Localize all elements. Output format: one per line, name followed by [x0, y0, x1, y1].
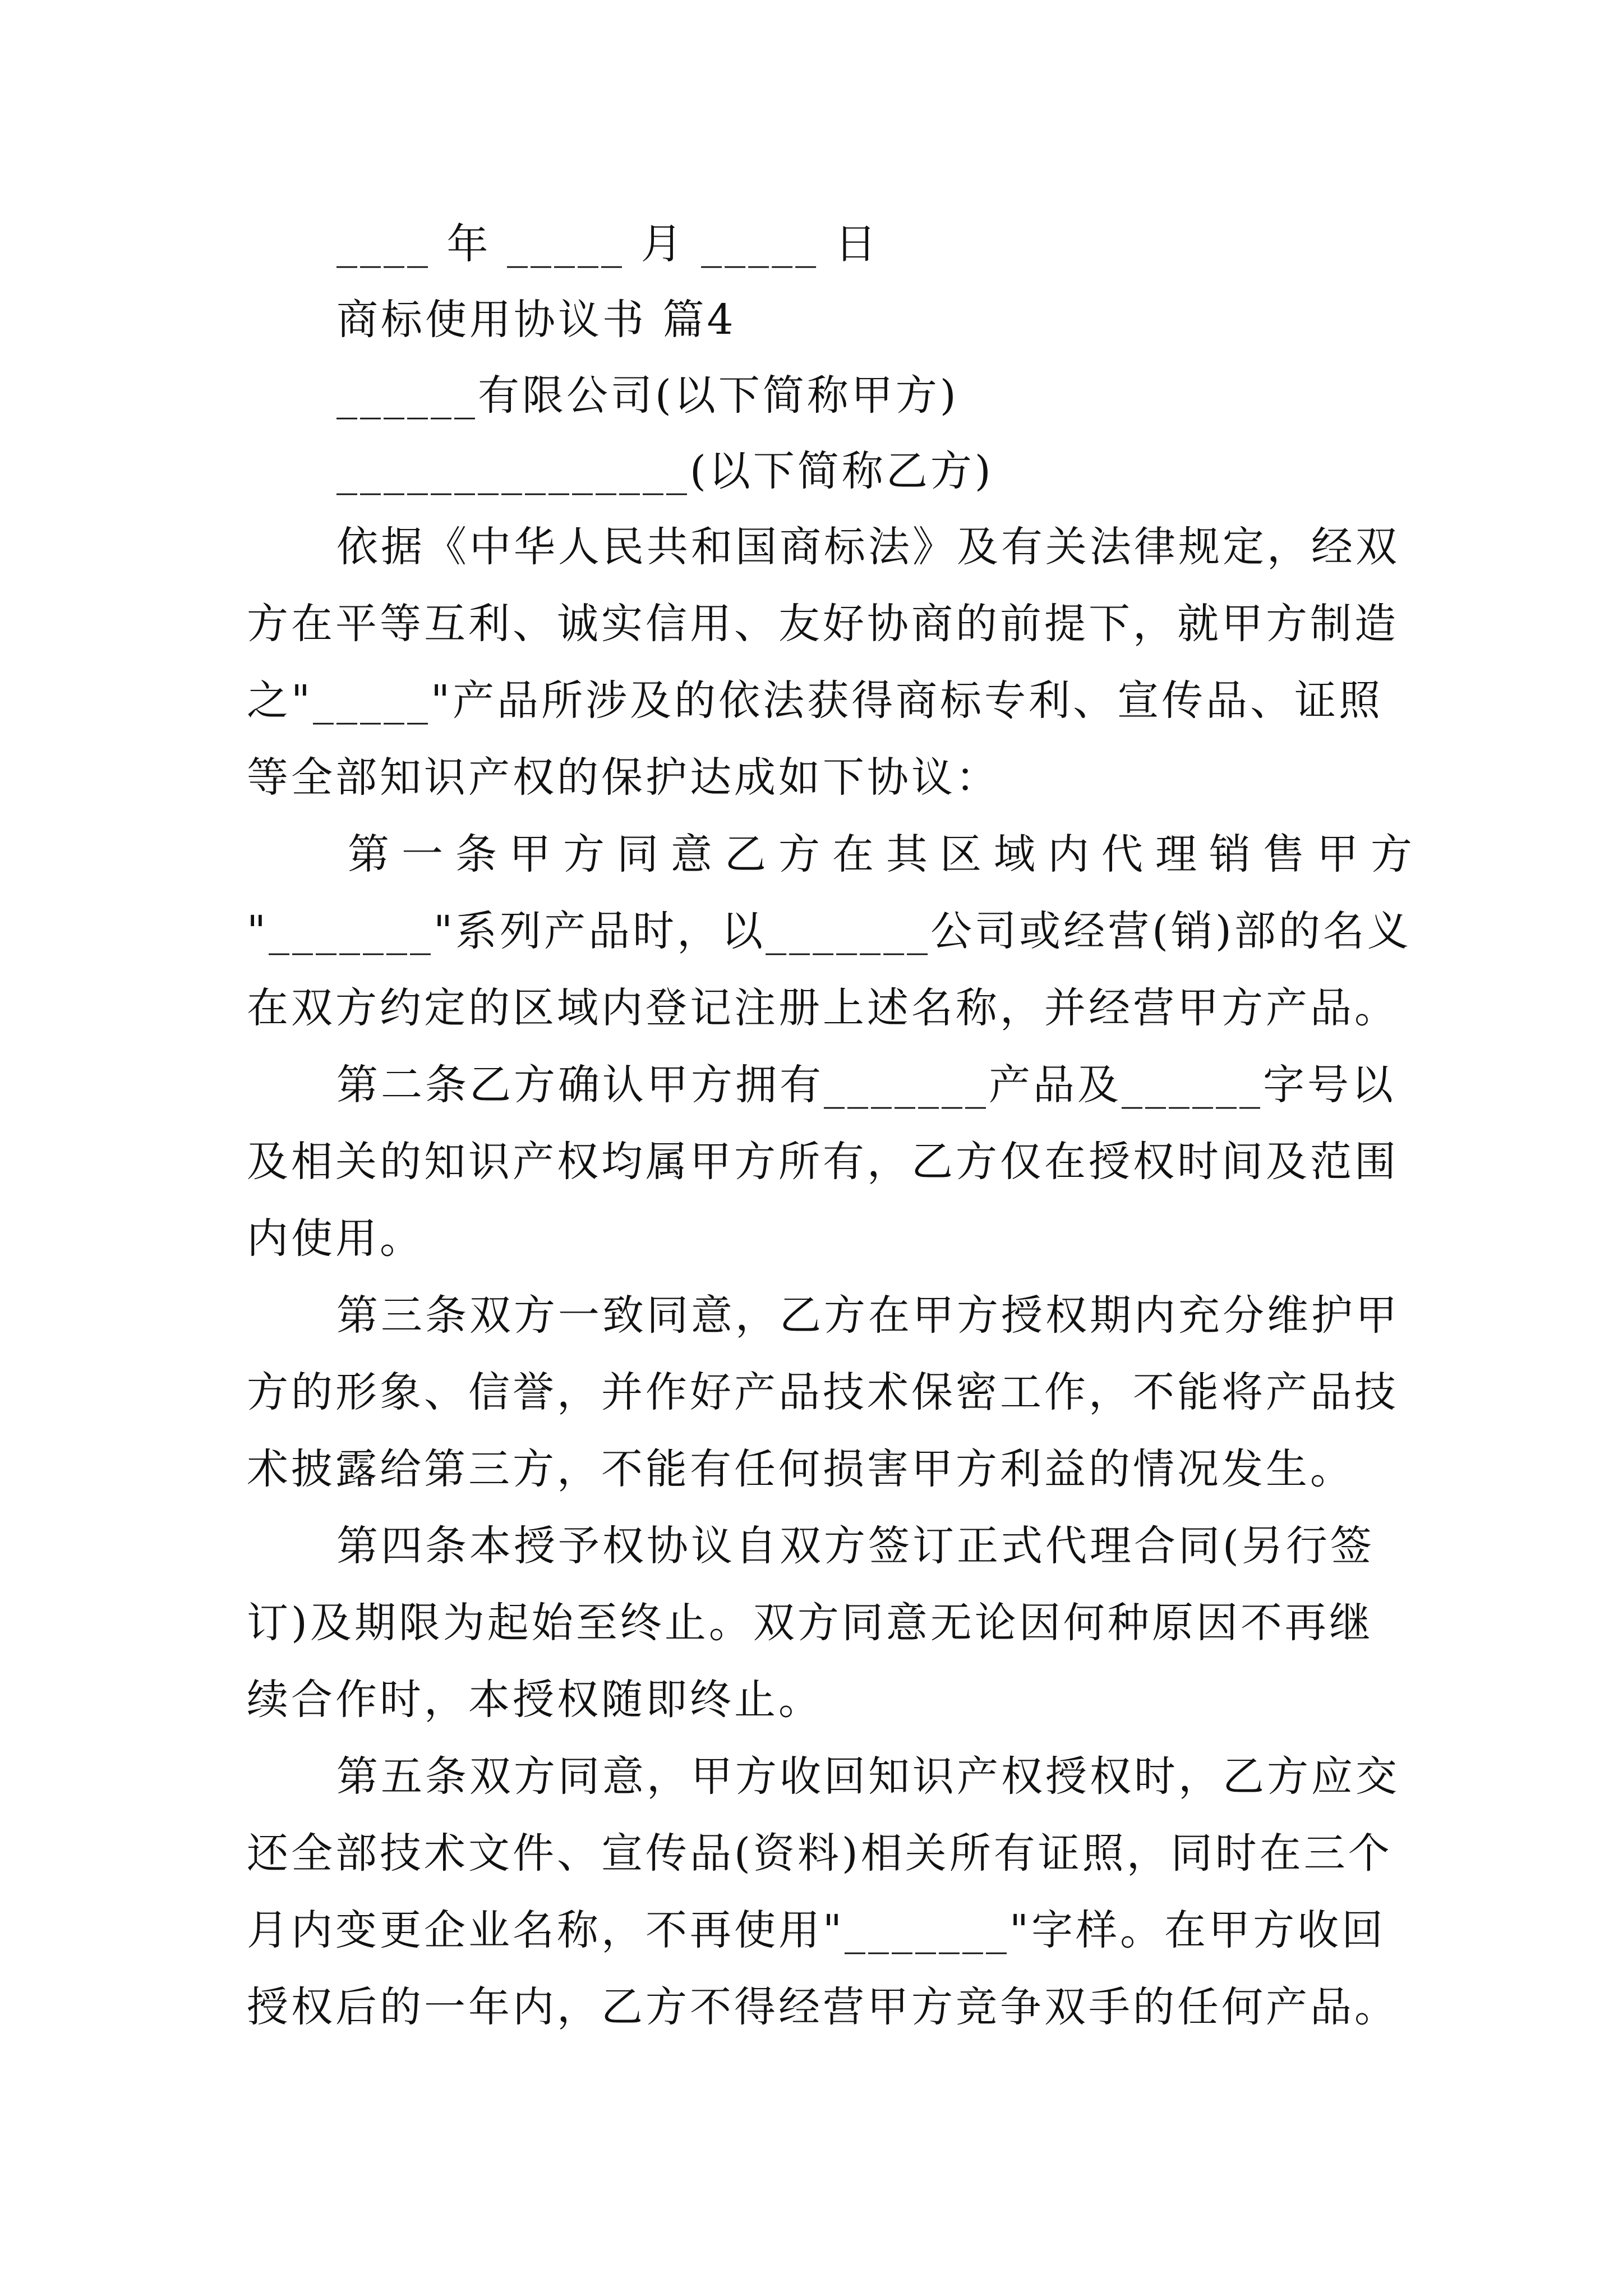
article-2-line-2: 及相关的知识产权均属甲方所有，乙方仅在授权时间及范围 — [247, 1138, 1399, 1186]
article-4-line-3: 续合作时，本授权随即终止。 — [247, 1676, 823, 1724]
article-5-line-4: 授权后的一年内，乙方不得经营甲方竞争双手的任何产品。 — [247, 1983, 1399, 2031]
article-3-line-1: 第三条双方一致同意，乙方在甲方授权期内充分维护甲 — [336, 1291, 1400, 1340]
party-a-line: ______有限公司(以下简称甲方) — [336, 371, 959, 420]
article-5-line-3: 月内变更企业名称，不再使用"_______"字样。在甲方收回 — [247, 1906, 1386, 1954]
party-b-line: _______________(以下简称乙方) — [336, 447, 994, 495]
preamble-line-1: 依据《中华人民共和国商标法》及有关法律规定，经双 — [336, 523, 1400, 571]
article-1-line-3: 在双方约定的区域内登记注册上述名称，并经营甲方产品。 — [247, 984, 1399, 1032]
article-1-line-2: "_______"系列产品时，以_______公司或经营(销)部的名义 — [247, 907, 1412, 955]
article-3-line-2: 方的形象、信誉，并作好产品技术保密工作，不能将产品技 — [247, 1368, 1399, 1416]
article-1-line-1: 第一条甲方同意乙方在其区域内代理销售甲方 — [348, 830, 1424, 878]
article-4-line-1: 第四条本授予权协议自双方签订正式代理合同(另行签 — [336, 1522, 1375, 1570]
preamble-line-3: 之"_____"产品所涉及的依法获得商标专利、宣传品、证照 — [247, 677, 1384, 725]
section-title: 商标使用协议书 篇4 — [336, 296, 736, 344]
article-5-line-2: 还全部技术文件、宣传品(资料)相关所有证照，同时在三个 — [247, 1829, 1393, 1878]
date-line: ____ 年 _____ 月 _____ 日 — [336, 220, 879, 268]
article-4-line-2: 订)及期限为起始至终止。双方同意无论因何种原因不再继 — [247, 1599, 1373, 1647]
preamble-line-4: 等全部知识产权的保护达成如下协议： — [247, 753, 1000, 802]
article-3-line-3: 术披露给第三方，不能有任何损害甲方利益的情况发生。 — [247, 1445, 1354, 1493]
article-5-line-1: 第五条双方同意，甲方收回知识产权授权时，乙方应交 — [336, 1752, 1400, 1801]
article-2-line-1: 第二条乙方确认甲方拥有_______产品及______字号以 — [336, 1061, 1396, 1109]
article-2-line-3: 内使用。 — [247, 1214, 424, 1263]
preamble-line-2: 方在平等互利、诚实信用、友好协商的前提下，就甲方制造 — [247, 600, 1399, 648]
